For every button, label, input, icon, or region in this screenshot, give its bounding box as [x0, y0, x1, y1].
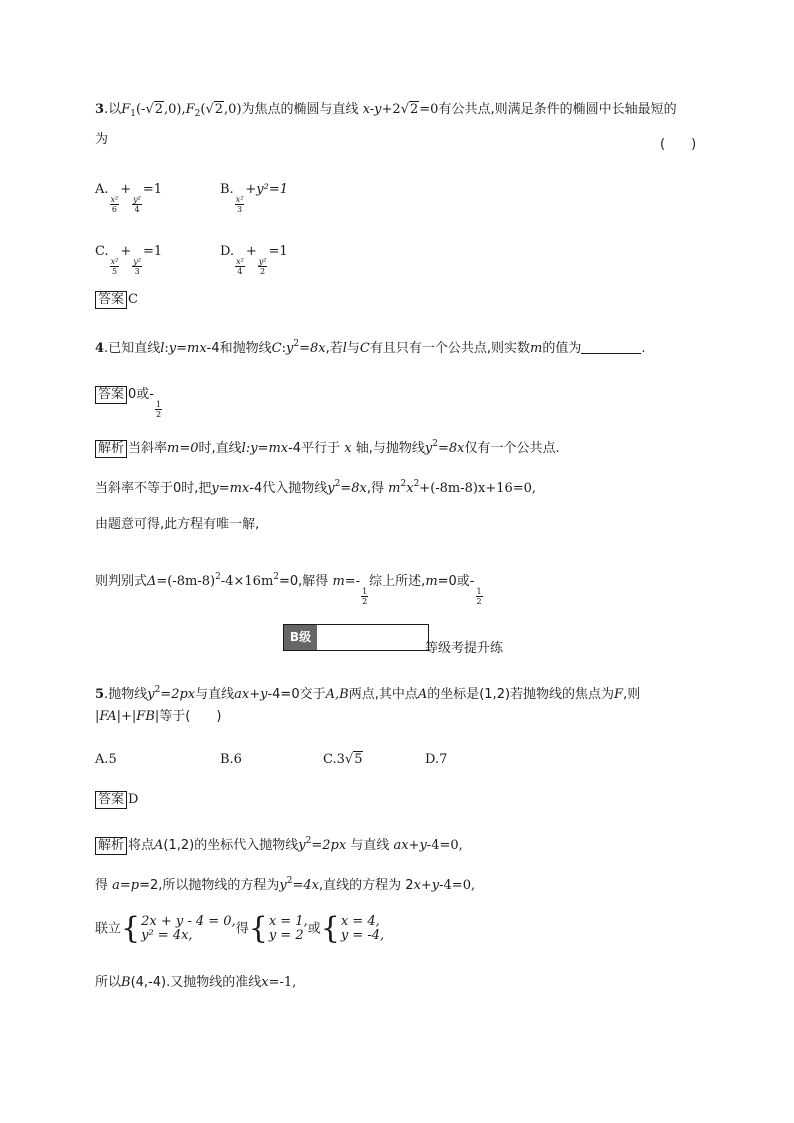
q3-answer: 答案 C [95, 291, 138, 309]
solution-system-2: { x = 4, y = -4, [320, 911, 385, 946]
q3-line2: 为 [95, 132, 109, 147]
q5-analysis-line3: 联立 { 2x + y - 4 = 0, y² = 4x, 得 { x = 1, y = 2 或 { x = 4, y = -4, [95, 911, 385, 946]
q5-option-d: D.7 [425, 752, 448, 767]
q5-analysis-line4: 所以B(4,-4).又抛物线的准线x=-1, [95, 975, 297, 990]
section-b-badge: B级 [284, 625, 317, 650]
section-b-title: 等级考提升练 [425, 641, 504, 656]
sqrt: √2 [205, 102, 224, 117]
solution-system-1: { x = 1, y = 2 [248, 911, 308, 946]
q5-line2: |FA|+|FB|等于( ) [95, 709, 222, 724]
answer-blank [581, 341, 641, 354]
q4-analysis-line1: 解析 当斜率m=0时,直线l:y=mx-4平行于 x 轴,与抛物线$y^2=8x$仅有一个公共点. [95, 435, 560, 458]
q4-analysis-line2: 当斜率不等于0时,把y=mx-4代入抛物线$y^2=8x$,得 $m^2x^2+(-8m-8)x+16=0$, [95, 479, 537, 496]
answer-tag: 答案 [95, 291, 127, 309]
sqrt: √2 [145, 102, 164, 117]
q4-answer: 答案 0或- $\frac{1}{2}$ [95, 386, 163, 419]
q4-analysis-line3: 由题意可得,此方程有唯一解, [95, 517, 260, 532]
q3-option-a: A. $\frac{\text{x²}}{6}$ + $\frac{\text{y²}}{4}$ =1 [95, 182, 163, 214]
q3-option-b: B. $\frac{\text{x²}}{3}$ +y²=1 [220, 182, 289, 214]
q5-option-b: B.6 [220, 752, 242, 767]
answer-tag: 答案 [95, 386, 127, 404]
section-b-header [283, 624, 429, 651]
q5-option-c: C.3√5 [323, 752, 363, 767]
answer-tag: 答案 [95, 791, 127, 809]
q3-answer-paren: ( ) [660, 137, 697, 152]
q3-option-d: D. $\frac{\text{x²}}{4}$ + $\frac{\text{y²}}{2}$ =1 [220, 244, 288, 276]
q4-analysis-line4: 则判别式$\Delta=(-8m-8)^2-4\times 16m^2=0$,解得 m=- $\frac{1}{2}$ 综上所述,m=0或- $\frac{1}{2}$ [95, 572, 482, 606]
analysis-tag: 解析 [95, 440, 127, 458]
q5-analysis-line1: 解析 将点A(1,2)的坐标代入抛物线$y^2=2px$ 与直线 ax+y-4=0, [95, 832, 463, 855]
q5-answer: 答案 D [95, 791, 138, 809]
q5-analysis-line2: 得 a=p=2,所以抛物线的方程为$y^2=4x$,直线的方程为 2x+y-4=0, [95, 876, 476, 893]
q3-number: 3 [95, 102, 105, 117]
q5-line1: 5.抛物线$y^2=2px$与直线ax+y-4=0交于A,B两点,其中点A的坐标是(1,2)若抛物线的焦点为F,则 [95, 685, 641, 702]
q3-line1: 3.以$F_1(-√2,0),F_2(√2,0)$为焦点的椭圆与直线 x-y+2√2=0有公共点,则满足条件的椭圆中长轴最短的 [95, 102, 677, 119]
sqrt: √5 [344, 752, 363, 767]
equation-system: { 2x + y - 4 = 0, y² = 4x, [121, 911, 236, 946]
analysis-tag: 解析 [95, 837, 127, 855]
sqrt: √2 [400, 102, 419, 117]
q3-option-c: C. $\frac{\text{x²}}{5}$ + $\frac{\text{y²}}{3}$ =1 [95, 244, 163, 276]
q4-line1: 4.已知直线l:y=mx-4和抛物线$C:y^2=8x$,若l与C有且只有一个公共点,则实数m的值为 . [95, 339, 646, 356]
q5-option-a: A.5 [95, 752, 117, 767]
